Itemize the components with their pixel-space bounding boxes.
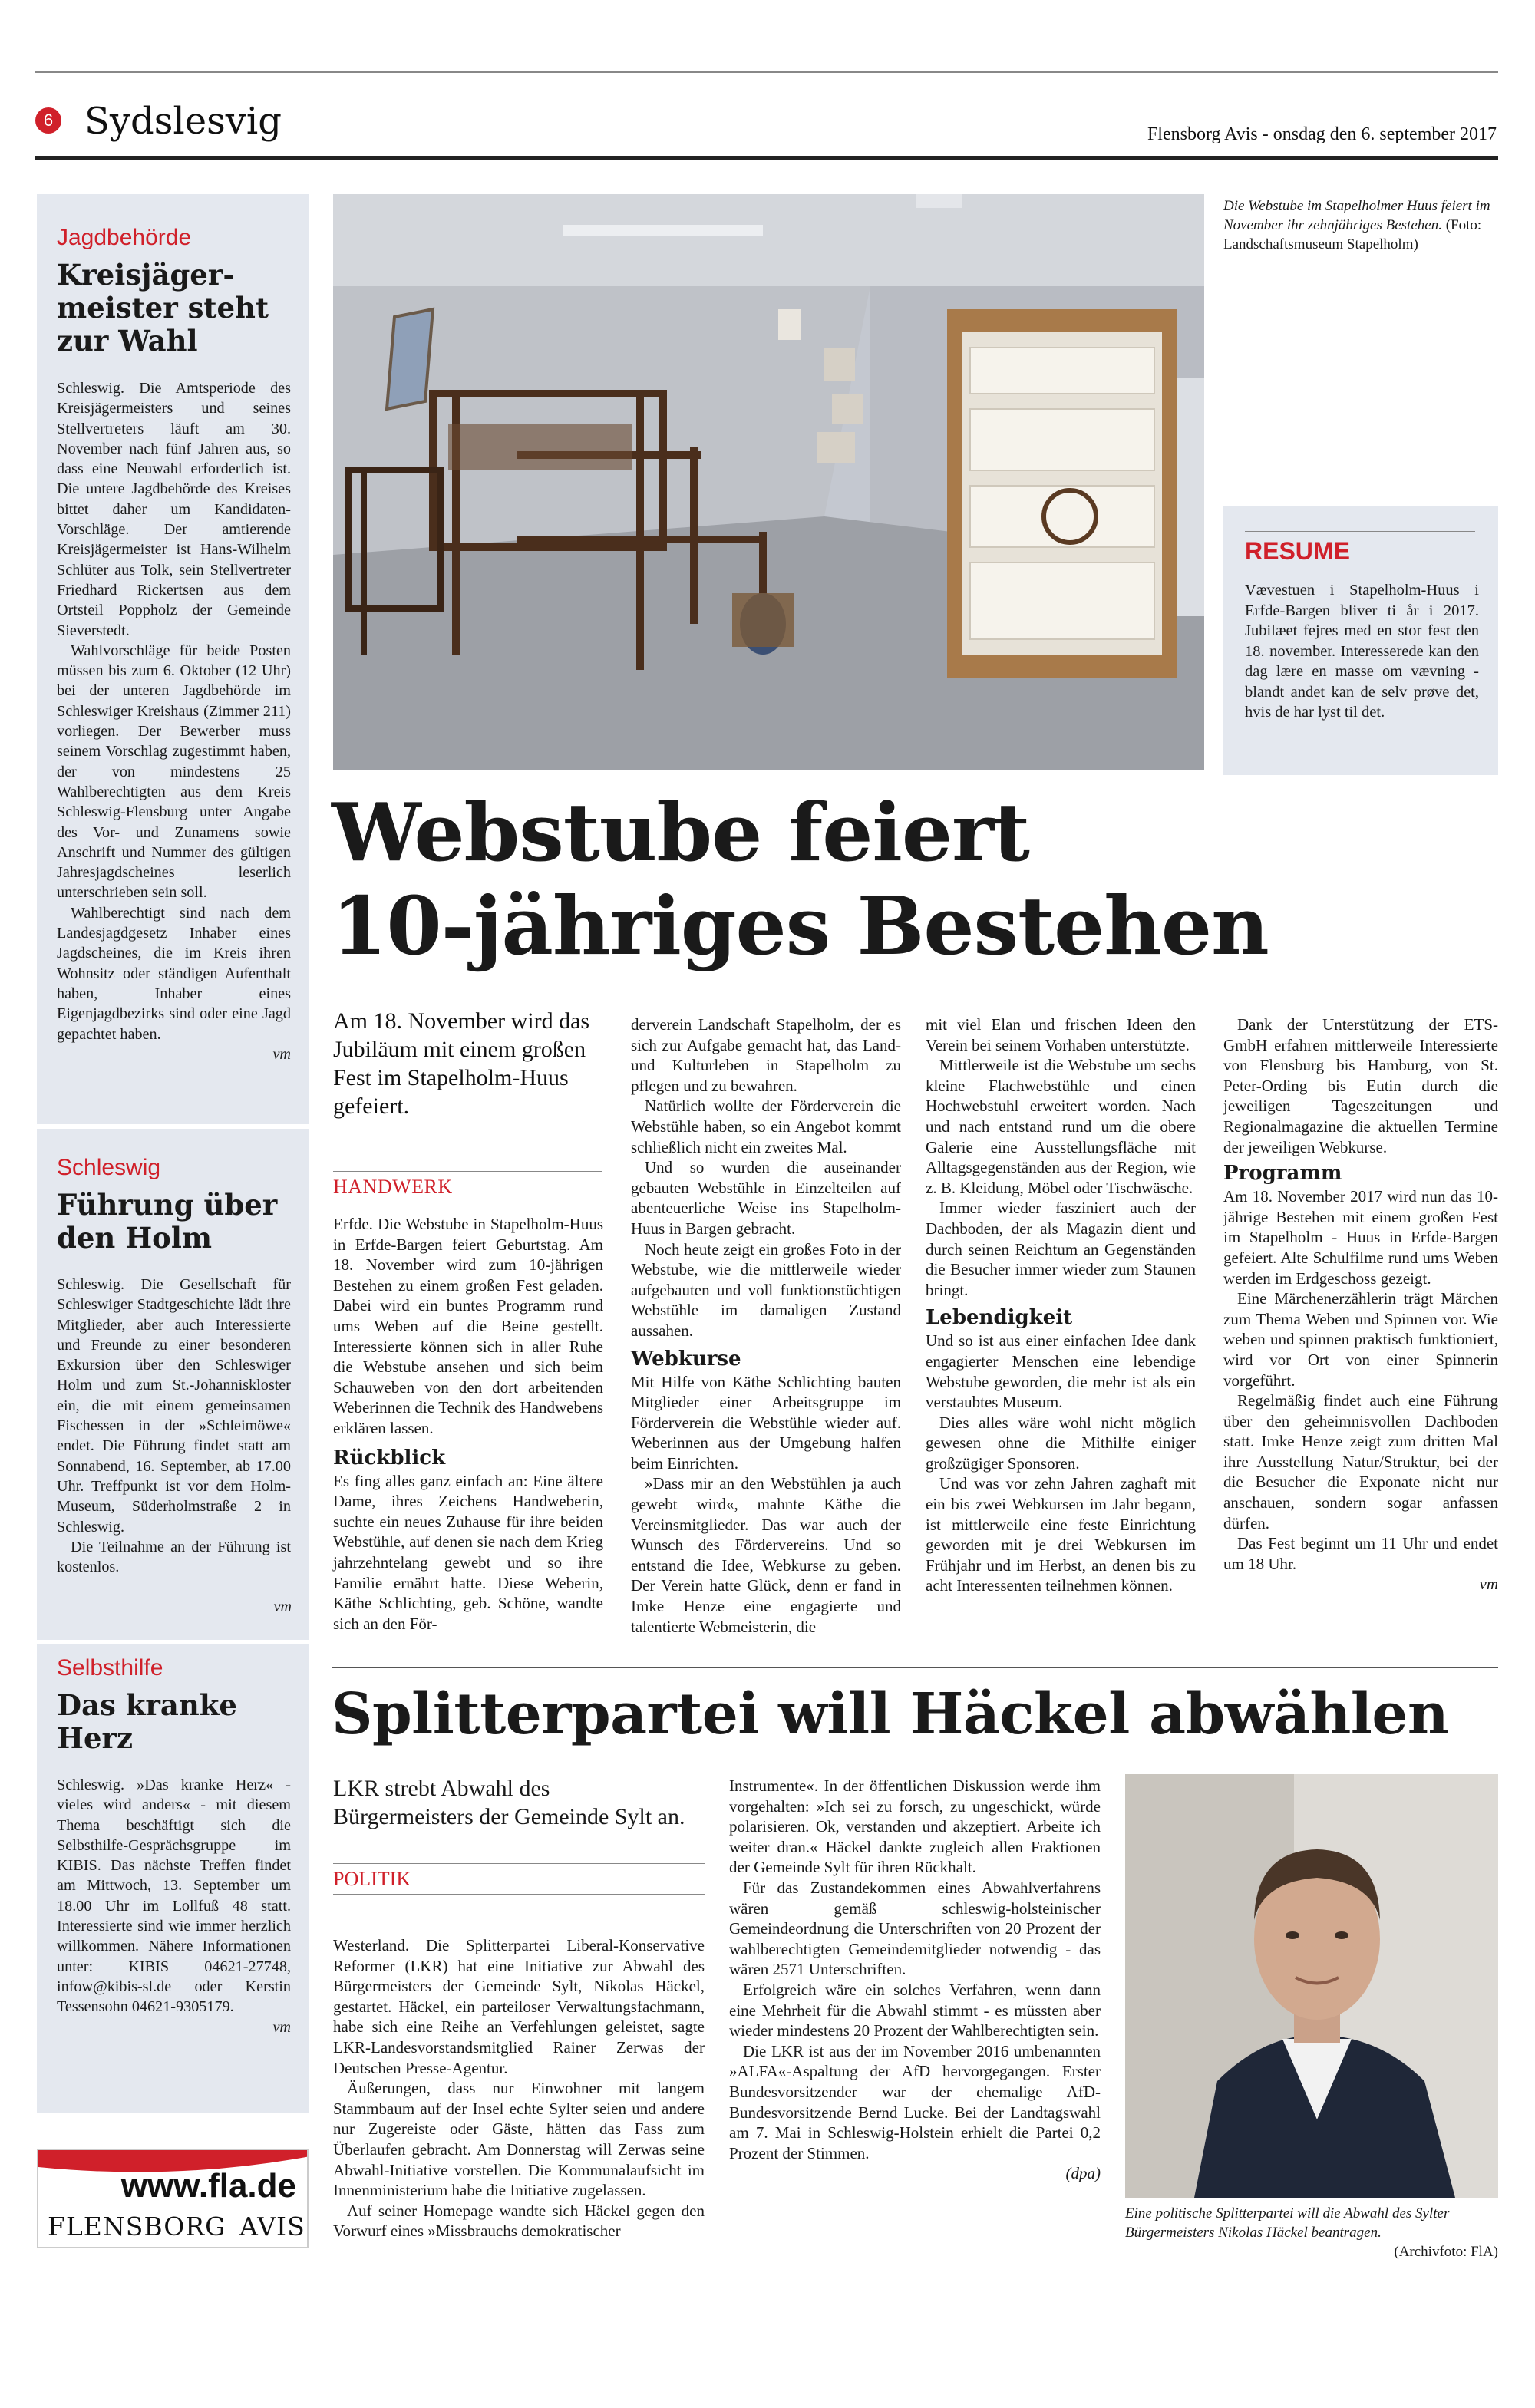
sidebar-divider-1 [37, 1124, 309, 1129]
sidebar-1-p3: Wahlberechtigt sind nach dem Landesjagdgesetz Inhaber eines Jagdscheines, die im Kreis ihren Wohnsitz oder ständigen Aufenthalt haben, Inhaber eines Eigenjagdbezirks sind oder eine Jagd gepachtet haben. [57, 904, 291, 1043]
second-sig: (dpa) [1065, 2164, 1101, 2183]
sidebar-body-3 [57, 1775, 291, 2037]
second-category-underline [333, 1894, 705, 1895]
second-col2-p4: Die LKR ist aus der im November 2016 umbenannten »ALFA«-Aspaltung der AfD hervorgegangen. Erster Bundesvorsitzender war der ehemalige AfD-Bundesvorsitzende Bernd Lucke. Bei der Landtagswahl am 7. Mai in Schleswig-Holstein erhielt die Partei 0,2 Prozent der Stimmen. [729, 2041, 1101, 2162]
second-category: POLITIK [333, 1868, 411, 1890]
logo-name-left: FLENSBORG [48, 2212, 226, 2241]
sidebar-1-p2: Wahlvorschläge für beide Posten müssen bis zum 6. Oktober (12 Uhr) bei der unteren Jagdbehörde im Schleswiger Kreishaus (Zimmer 211) vorliegen. Der Bewerber muss seinem Vorschlag zugestimmt haben, der von mindestens 25 Wahlberechtigten aus dem Kreis Schleswig-Flensburg unter Angabe des Vor- und Zunamens sowie Anschrift und Nummer des gültigen Jahresjagdscheines leserlich unterschrieben sein soll. [57, 642, 291, 902]
sidebar-title-2 [57, 1189, 295, 1255]
main-col4-p5: Das Fest beginnt um 11 Uhr und endet um 18 Uhr. [1223, 1534, 1498, 1573]
portrait-illustration [1125, 1774, 1498, 2198]
weaving-room-photo [333, 194, 1204, 770]
portrait-caption-text: Eine politische Splitterpartei will die Abwahl des Sylter Bürgermeisters Nikolas Häckel beantragen. [1125, 2205, 1450, 2241]
page-number: 6 [43, 111, 54, 130]
sidebar-kicker-1: Jagdbehörde [57, 225, 192, 250]
main-col3-p2: Mittlerweile ist die Webstube um sechs kleine Flachwebstühle und einen Hochwebstuhl erweitert worden. Nach und nach entstand rund um die obere Galerie eine Ausstellungsfläche mit Alltagsgegenständen aus der Region, wie z. B. Kleidung, Möbel oder Tischwäsche. [926, 1056, 1196, 1197]
page-number-badge [35, 107, 61, 134]
main-headline [332, 786, 1483, 973]
second-col1-p3: Auf seiner Homepage wandte sich Häckel gegen den Vorwurf eines »Missbrauchs demokratischer [333, 2201, 705, 2241]
portrait-credit: (Archivfoto: FlA) [1394, 2244, 1498, 2260]
main-col2-p6: »Dass mir an den Webstühlen ja auch gewebt wird«, mahnte Käthe die Vereinsmitglieder. Das war auch der Wunsch des Fördervereins. Und so entstand die Idee, Webkurse zu geben. Der Verein hatte Glück, denn er fand in Imke Henze eine engagierte und talentierte Webmeisterin, die [631, 1474, 901, 1636]
loom-room-illustration [333, 194, 1204, 770]
main-col1-p1: Erfde. Die Webstube in Stapelholm-Huus in Erfde-Bargen feiert Geburtstag. Am 18. November wird zum 10-jährigen Bestehen zu einem großen Fest geladen. Dabei wird ein buntes Programm rund ums Weben auf die Beine gestellt. Interessierte können sich in aller Ruhe die Webstube ansehen und sich beim Schauweben von den dort arbeitenden Weberinnen die Technik des Handwebens erklären lassen. [333, 1215, 603, 1437]
main-headline-line1: Webstube feiert [332, 785, 1029, 879]
sidebar-3-sig: vm [272, 2018, 291, 2036]
photo1-caption-text: Die Webstube im Stapelholmer Huus feiert im November ihr zehnjähriges Bestehen. [1223, 198, 1490, 233]
main-col2-p2: Natürlich wollte der Förderverein die Webstühle haben, so ein Angebot kommt schließlich nicht ein zweites Mal. [631, 1097, 901, 1156]
second-category-rule [333, 1863, 705, 1864]
sidebar-kicker-3: Selbsthilfe [57, 1655, 163, 1681]
second-col1-p2: Äußerungen, dass nur Einwohner mit langem Stammbaum auf der Insel echte Sylter seien und andere nur Zugereiste oder Gäste, hätten das Fass zum Überlaufen gebracht. Am Donnerstag will Zerwas seine Abwahl-Initiative vorstellen. Die Kommunalaufsicht im Innenministerium habe die Initiative zugelassen. [333, 2079, 705, 2200]
second-col2 [729, 1776, 1101, 2184]
sidebar-title-1 [57, 259, 295, 358]
second-deck: LKR strebt Abwahl des Bürgermeisters der Gemeinde Sylt an. [333, 1776, 685, 1829]
main-category-rule [333, 1171, 602, 1172]
main-col4-p2: Am 18. November 2017 wird nun das 10-jährige Bestehen mit einem großen Fest im Stapelholm - Huus in Erfde-Bargen gefeiert. Alte Schulfilme rund ums Weben werden im Erdgeschoss gezeigt. [1223, 1187, 1498, 1288]
sidebar-body-2 [57, 1275, 291, 1577]
main-col1-p2: Es fing alles ganz einfach an: Eine ältere Dame, ihres Zeichens Handweberin, suchte ein neues Zuhause für ihre beiden Webstühle, auf denen sie nach dem Krieg jahrzehntelang gewebt und so ihre Familie ernährt hatte. Diese Weberin, Käthe Schlichting, geb. Schöne, wandte sich an den För- [333, 1471, 603, 1633]
second-col1-p1: Westerland. Die Splitterpartei Liberal-Konservative Reformer (LKR) hat eine Initiative zur Abwahl des Bürgermeisters der Gemeinde Sylt, Nikolas Häckel, gestartet. Häckel, ein parteiloser Verwaltungsfachmann, habe sich eine Reihe an Verfehlungen geleistet, sagte LKR-Landesvorstandsmitglied Rainer Zerwas der Deutschen Presse-Agentur. [333, 1936, 705, 2077]
sidebar-3-p1: Schleswig. »Das kranke Herz« - vieles wird anders« - mit diesem Thema beschäftigt sich die Selbsthilfe-Gesprächsgruppe im KIBIS. Das nächste Treffen findet am Mittwoch, 13. September um 18.00 Uhr im Lollfuß 48 statt. Interessierte sind wie immer herzlich willkommen. Nähere Informationen unter: KIBIS 04621-27748, infow@kibis-sl.de oder Kerstin Tessensohn 04621-9305179. [57, 1776, 291, 2016]
main-col3-p6: Und was vor zehn Jahren zaghaft mit ein bis zwei Webkursen im Jahr begann, ist mittlerweile eine feste Einrichtung geworden mit je drei Webkursen im Frühjahr und im Herbst, an denen bis zu acht Interessenten teilnehmen können. [926, 1474, 1196, 1595]
main-col4-p4: Regelmäßig findet auch eine Führung über den geheimnisvollen Dachboden statt. Imke Henze zeigt zum dritten Mal ihre Ausstellung Natur/Struktur, bei der die Besucher die Exponate nicht nur anschauen, sondern sogar anfassen dürfen. [1223, 1391, 1498, 1532]
photo1-caption [1223, 196, 1498, 254]
sidebar-2-p2: Die Teilnahme an der Führung ist kostenlos. [57, 1538, 291, 1576]
section-title: Sydslesvig [84, 100, 282, 143]
second-col1 [333, 1935, 705, 2241]
main-col1 [333, 1214, 603, 1634]
main-category: HANDWERK [333, 1176, 453, 1198]
sidebar-title-1-text: Kreisjäger-meister steht zur Wahl [57, 258, 269, 358]
main-sub-lebendigkeit: Lebendigkeit [926, 1306, 1073, 1330]
main-col2 [631, 1014, 901, 1637]
second-headline: Splitterpartei will Häckel abwählen [332, 1681, 1449, 1747]
main-col3-p1: mit viel Elan und frischen Ideen den Verein bei seinem Vorhaben unterstützte. [926, 1015, 1196, 1054]
sidebar-2-p1: Schleswig. Die Gesellschaft für Schleswiger Stadtgeschichte lädt ihre Mitglieder, aber auch Interessierte und Freunde zu einer besonderen Exkursion über den Schleswiger Holm und zum St.-Johanniskloster ein, die mit einem gemeinsamen Fischessen in der »Schleimöwe« endet. Die Führung findet statt am Sonnabend, 16. September, ab 17.00 Uhr. Treffpunkt ist vor dem Holm-Museum, Süderholmstraße 2 in Schleswig. [57, 1276, 291, 1536]
main-col3-p3: Immer wieder fasziniert auch der Dachboden, der als Magazin dient und durch seinen Reichtum an Gegenständen die Besucher immer wieder zum Staunen bringt. [926, 1199, 1196, 1299]
main-sub-rueckblick: Rückblick [333, 1446, 446, 1470]
main-headline-line2: 10-jähriges Bestehen [332, 879, 1269, 973]
sidebar-title-2-text: Führung über den Holm [57, 1188, 278, 1255]
main-sub-webkurse: Webkurse [631, 1347, 741, 1371]
second-col2-p2: Für das Zustandekommen eines Abwahlverfahrens wären gemäß schleswig-holsteinischer Gemeindeordnung die Unterschriften von 20 Prozent der wahlberechtigten Gemeindemitglieder notwendig - das wären 2571 Unterschriften. [729, 1878, 1101, 1979]
sidebar-title-3-text: Das kranke Herz [57, 1688, 237, 1755]
main-col3-p5: Dies alles wäre wohl nicht möglich gewesen ohne die Mithilfe einiger großzügiger Sponsoren. [926, 1413, 1196, 1473]
sidebar-1-sig: vm [272, 1045, 291, 1063]
dateline: Flensborg Avis - onsdag den 6. september 2017 [1147, 124, 1497, 144]
main-sub-programm: Programm [1223, 1162, 1342, 1186]
logo-url: www.fla.de [120, 2167, 296, 2205]
main-col3-p4: Und so ist aus einer einfachen Idee dank engagierter Menschen eine lebendige Webstube geworden, die mehr ist als ein verstaubtes Museum. [926, 1331, 1196, 1412]
main-col2-p5: Mit Hilfe von Käthe Schlichting bauten Mitglieder einer Arbeitsgruppe im Förderverein die Webstühle wieder auf. Weberinnen aus der Umgebung halfen beim Einrichten. [631, 1372, 901, 1473]
photo1-credit: (Foto: Landschaftsmuseum Stapelholm) [1223, 217, 1482, 252]
header-rule [35, 156, 1498, 160]
sidebar-1-p1: Schleswig. Die Amtsperiode des Kreisjägermeisters und seines Stellvertreters läuft am 30. November nach fünf Jahren aus, so dass eine Neuwahl erforderlich ist. Die untere Jagdbehörde des Kreises bittet daher um Kandidaten-Vorschläge. Der amtierende Kreisjägermeister ist Hans-Wilhelm Schlüter aus Tolk, sein Stellvertreter Friedhard Rickertsen aus dem Ortsteil Poppholz der Gemeinde Sieverstedt. [57, 380, 291, 639]
logo-name-right: AVIS [239, 2212, 305, 2241]
main-col4 [1223, 1014, 1498, 1595]
main-deck: Am 18. November wird das Jubiläum mit einem großen Fest im Stapelholm-Huus gefeiert. [333, 1008, 590, 1119]
main-col2-p1: derverein Landschaft Stapelholm, der es sich zur Aufgabe gemacht hat, das Land- und Kulturleben in Stapelholm zu pflegen und zu bewahren. [631, 1015, 901, 1095]
haeckel-portrait-photo [1125, 1774, 1498, 2198]
sidebar [37, 194, 309, 2113]
logo-name [48, 2212, 305, 2241]
top-rule [35, 71, 1498, 73]
portrait-caption [1125, 2204, 1498, 2261]
second-col2-p3: Erfolgreich wäre ein solches Verfahren, wenn dann eine Mehrheit für die Abwahl stimmt - es müssten aber wieder mindestens 20 Prozent der Wahlberechtigten sein. [729, 1980, 1101, 2040]
sidebar-title-3 [57, 1689, 295, 1755]
resume-text: Vævestuen i Stapelholm-Huus i Erfde-Bargen bliver ti år i 2017. Jubilæet fejres med en stor fest den 18. november. Interesserede kan den dag lære en masse om vævning - blandt andet kan de selv prøve det, hvis de har lyst til det. [1245, 582, 1479, 721]
second-col2-p1: Instrumente«. In der öffentlichen Diskussion werde ihm vorgehalten: »Ich sei zu forsch, zu ungeschickt, würde polarisieren. Ok, verstanden und akzeptiert. Arbeite ich weiter dran.« Häckel dankte zugleich allen Fraktionen der Gemeinde Sylt für ihren Rückhalt. [729, 1776, 1101, 1877]
main-col2-p3: Und so wurden die auseinander gebauten Webstühle in Einzelteilen auf abenteuerliche Weise ins Stapelholm-Huus in Bargen gebracht. [631, 1158, 901, 1238]
sidebar-body-1 [57, 378, 291, 1064]
sidebar-divider-2 [37, 1640, 309, 1644]
resume-box [1223, 506, 1498, 775]
sidebar-2-sig: vm [273, 1598, 292, 1615]
main-col3 [926, 1014, 1196, 1596]
fla-logo[interactable] [37, 2149, 309, 2248]
main-col2-p4: Noch heute zeigt ein großes Foto in der Webstube, wie die mittlerweile wieder aufgebauten und voll funktionstüchtigen Webstühle im damaligen Zustand aussahen. [631, 1239, 901, 1340]
resume-rule [1245, 531, 1475, 532]
article-divider [332, 1667, 1498, 1668]
resume-heading: RESUME [1245, 537, 1350, 565]
sidebar-kicker-2: Schleswig [57, 1155, 161, 1180]
main-sig: vm [1479, 1575, 1498, 1594]
main-col4-p1: Dank der Unterstützung der ETS-GmbH erfahren mittlerweile Interessierte von Flensburg bis Hamburg, von St. Peter-Ording bis Eutin durch die jeweiligen Tageszeitungen und Regionalmagazine die aktuellen Termine der jeweiligen Webkurse. [1223, 1015, 1498, 1156]
main-col4-p3: Eine Märchenerzählerin trägt Märchen zum Thema Weben und Spinnen vor. Wie weben und spinnen praktisch funktioniert, wird vor Ort von einer Spinnerin vorgeführt. [1223, 1289, 1498, 1390]
